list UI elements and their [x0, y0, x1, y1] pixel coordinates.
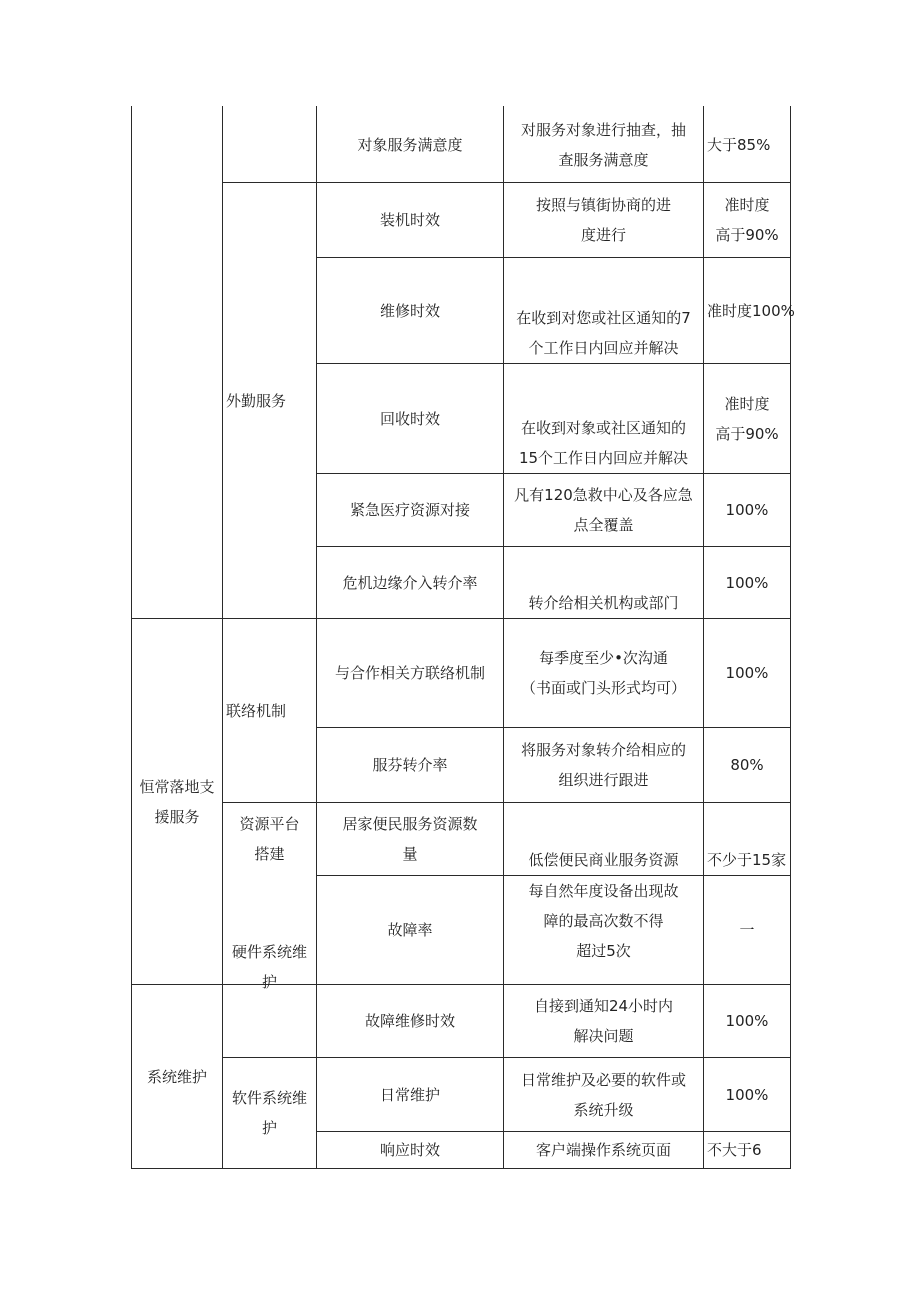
service-target-text: 100% [725, 1085, 769, 1104]
service-item [317, 474, 503, 546]
table-rule [790, 106, 791, 1169]
service-standard-text: 系统升级 [573, 1100, 634, 1119]
service-item-text: 维修时效 [379, 301, 440, 320]
service-target [704, 183, 790, 257]
service-group-text: 恒常落地支 [139, 777, 215, 796]
service-category [223, 876, 316, 1057]
service-item [317, 1132, 503, 1168]
service-target-text: 100% [725, 573, 769, 592]
service-target [704, 728, 790, 802]
service-category [223, 803, 316, 875]
service-group [132, 985, 222, 1168]
service-target-text: 准时度100% [707, 301, 795, 320]
service-target-text: 大于85% [707, 135, 771, 154]
service-item-text: 危机边缘介入转介率 [342, 573, 478, 592]
service-target [704, 107, 790, 182]
service-target [704, 876, 790, 984]
service-item [317, 364, 503, 473]
service-standard-text: 凡有120急救中心及各应急 [514, 486, 693, 504]
service-category [223, 619, 316, 802]
service-standard [504, 985, 703, 1057]
service-category [223, 1058, 316, 1168]
service-item [317, 1058, 503, 1131]
service-target-text: 准时度 [724, 196, 770, 214]
service-standard-text: 转介给相关机构或部门 [528, 594, 679, 612]
service-standard-text: 低偿便民商业服务资源 [528, 851, 679, 869]
service-standard-text: （书面或门头形式均可） [520, 679, 686, 697]
service-target-text: 不大于6 [707, 1141, 762, 1159]
service-item-text: 与合作相关方联络机制 [334, 664, 485, 682]
service-item-text: 居家便民服务资源数 [342, 815, 478, 833]
service-standard-text: 按照与镇街协商的进 [535, 196, 671, 214]
service-item [317, 728, 503, 802]
service-standard-text: 客户端操作系统页面 [535, 1141, 671, 1159]
service-standard-text: 对服务对象进行抽查，抽 [520, 120, 686, 139]
service-category-text: 资源平台 [239, 815, 300, 833]
service-target [704, 985, 790, 1057]
service-standard [504, 474, 703, 546]
service-standard [504, 728, 703, 802]
service-item [317, 619, 503, 727]
service-standard-text: 障的最高次数不得 [543, 912, 664, 930]
service-item [317, 985, 503, 1057]
service-item-text: 故障维修时效 [364, 1012, 455, 1030]
service-target [704, 258, 795, 363]
service-item [317, 547, 503, 618]
service-standard [504, 1132, 703, 1168]
service-item [317, 107, 503, 182]
service-target-text: 不少于15家 [707, 851, 787, 869]
table-rule [131, 1168, 791, 1169]
service-item-text: 回收时效 [379, 409, 440, 428]
service-category [223, 183, 316, 618]
service-standard [504, 364, 703, 473]
service-item-text: 故障率 [387, 921, 433, 939]
service-standard [504, 258, 703, 363]
service-target-text: 高于90% [715, 226, 779, 244]
service-category-text: 护 [261, 1119, 277, 1137]
service-target-text: 80% [730, 756, 764, 774]
service-target [704, 547, 790, 618]
service-target-text: 100% [725, 1012, 769, 1030]
service-standard-text: 日常维护及必要的软件或 [520, 1070, 686, 1089]
service-standard-text: 在收到对您或社区通知的7 [516, 309, 691, 327]
service-standard-text: 解决问题 [573, 1027, 634, 1045]
service-standard-text: 组织进行跟进 [558, 771, 649, 789]
service-standard [504, 619, 703, 727]
service-group [132, 619, 222, 984]
service-item-text: 对象服务满意度 [357, 135, 463, 154]
service-category-text: 硬件系统维 [231, 942, 307, 961]
service-target [704, 474, 790, 546]
service-target-text: 100% [725, 664, 769, 682]
service-item [317, 258, 503, 363]
service-standard [504, 107, 703, 182]
service-standard-text: 度进行 [580, 226, 626, 244]
service-standard-text: 每自然年度设备出现故 [528, 882, 679, 900]
service-category-text: 搭建 [254, 845, 285, 863]
service-standard [504, 547, 703, 618]
service-target-text: 准时度 [724, 394, 770, 413]
service-standard-text: 每季度至少•次沟通 [539, 649, 668, 667]
service-item-text: 日常维护 [379, 1085, 440, 1104]
service-standard-text: 自接到通知24小时内 [533, 997, 674, 1015]
service-category-text: 护 [261, 972, 277, 991]
service-item-text: 紧急医疗资源对接 [349, 501, 470, 519]
service-item [317, 183, 503, 257]
service-target-text: 高于90% [715, 424, 779, 443]
service-target [704, 1058, 790, 1131]
service-standard [504, 1058, 703, 1131]
service-category-text: 软件系统维 [231, 1089, 307, 1107]
service-standard-text: 在收到对象或社区通知的 [520, 419, 686, 437]
service-target [704, 803, 790, 875]
service-standard [504, 876, 703, 984]
service-target [704, 619, 790, 727]
service-item [317, 876, 503, 984]
service-group-text: 援服务 [154, 807, 200, 826]
service-group-text: 系统维护 [146, 1067, 207, 1086]
service-item-text: 装机时效 [379, 211, 440, 229]
service-standard-text: 查服务满意度 [558, 150, 649, 169]
service-item [317, 803, 503, 875]
service-target [704, 364, 790, 473]
service-standard-text: 15个工作日内回应并解决 [518, 449, 689, 467]
service-target-text: 100% [725, 501, 769, 519]
service-item-text: 响应时效 [379, 1141, 440, 1159]
service-category-text: 联络机制 [226, 701, 287, 720]
service-standard-text: 个工作日内回应并解决 [528, 339, 679, 357]
service-standard-text: 超过5次 [576, 942, 631, 960]
service-target [704, 1132, 790, 1168]
service-target-text: 一 [739, 921, 755, 939]
service-category-text: 外勤服务 [226, 391, 287, 410]
service-standard [504, 183, 703, 257]
service-standard-text: 点全覆盖 [573, 516, 634, 534]
service-item-text: 量 [402, 845, 418, 863]
service-item-text: 服芬转介率 [372, 756, 448, 774]
service-standard [504, 803, 703, 875]
service-standard-text: 将服务对象转介给相应的 [520, 741, 686, 759]
